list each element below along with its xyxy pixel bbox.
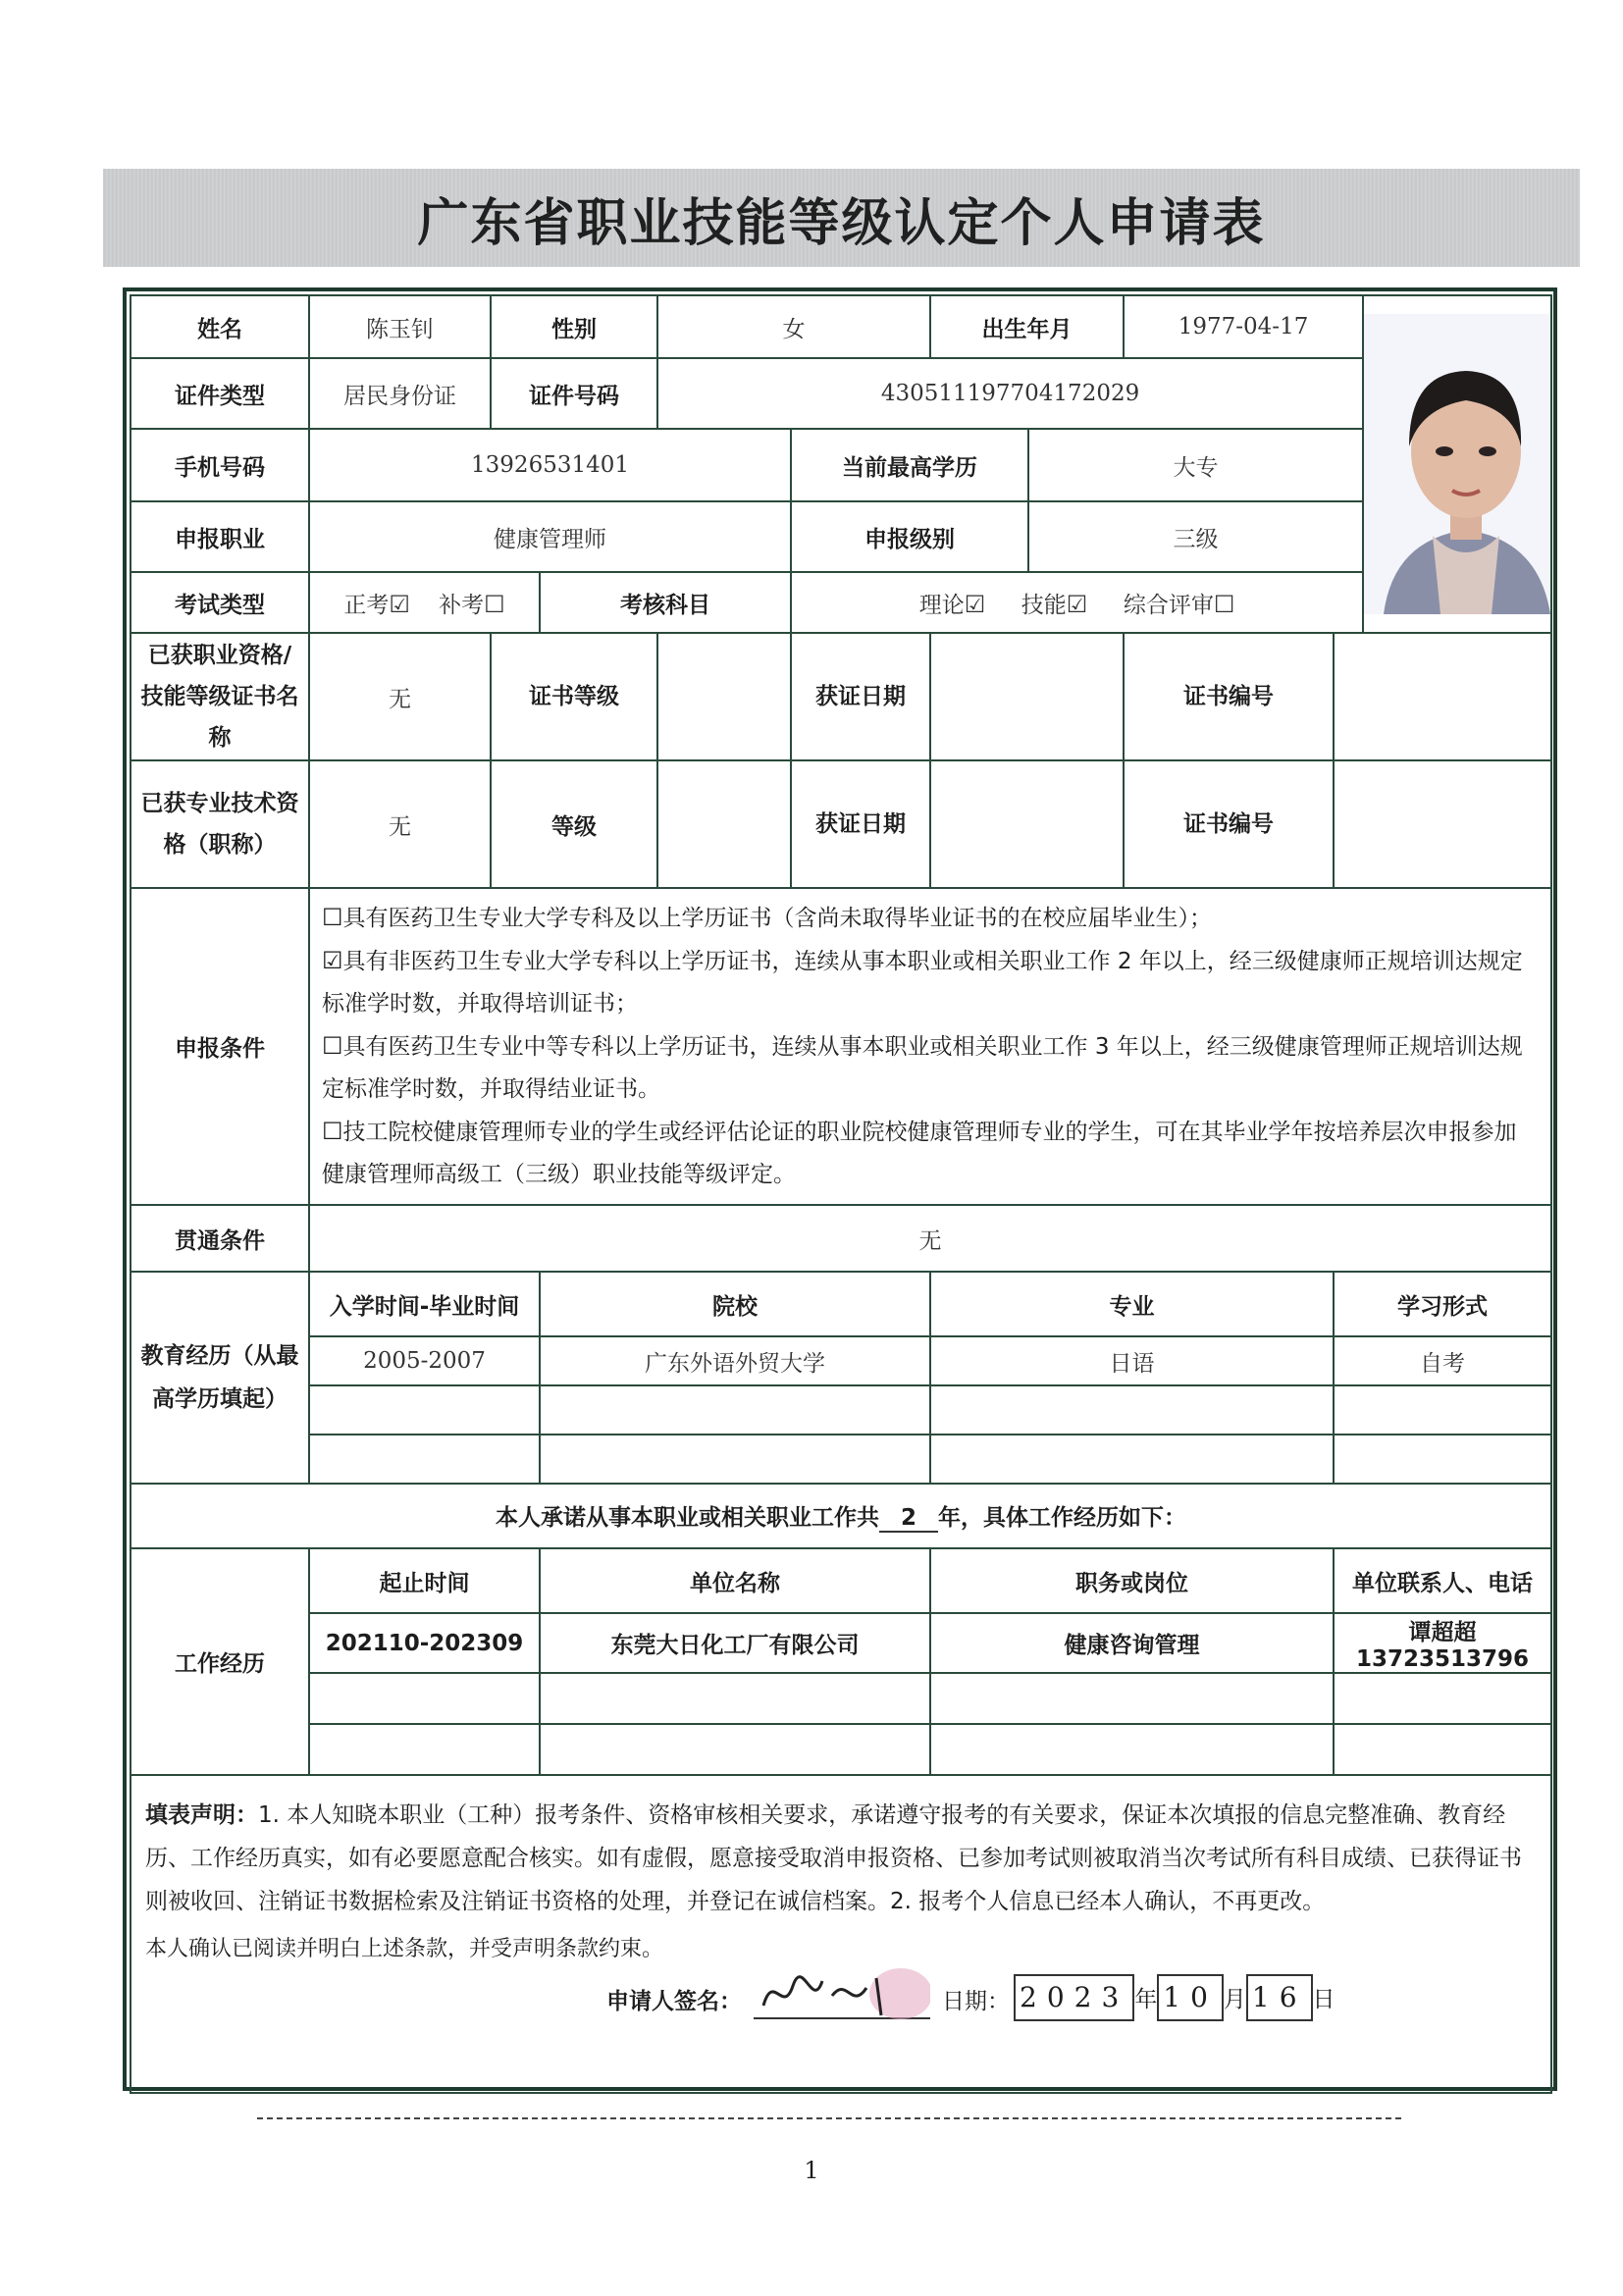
page-divider (257, 2117, 1401, 2119)
work-row-empty (131, 1673, 1551, 1724)
label-occupation: 申报职业 (131, 501, 309, 572)
condition-4-checkbox[interactable]: ☐ (322, 1118, 343, 1145)
condition-3-checkbox[interactable]: ☐ (322, 1032, 343, 1060)
condition-2-checkbox[interactable]: ☑ (322, 947, 343, 974)
declaration-text (145, 1794, 1539, 1923)
label-id-type: 证件类型 (131, 358, 309, 429)
label-gender: 性别 (491, 295, 657, 358)
edu-header-mode: 学习形式 (1334, 1272, 1551, 1336)
work-pledge-prefix: 本人承诺从事本职业或相关职业工作共 (496, 1505, 880, 1531)
applicant-photo (1364, 314, 1551, 614)
work-pledge (131, 1484, 1551, 1548)
declaration-confirm: 本人确认已阅读并明白上述条款，并受声明条款约束。 (145, 1937, 664, 1961)
value-title-issue-date[interactable] (930, 760, 1124, 888)
conditions-list (309, 888, 1551, 1205)
condition-item-3 (322, 1025, 1539, 1111)
condition-item-4 (322, 1111, 1539, 1196)
label-level: 申报级别 (791, 501, 1028, 572)
edu-cell[interactable] (1334, 1385, 1551, 1435)
condition-item-1 (322, 897, 1539, 940)
work-cell[interactable] (930, 1724, 1334, 1775)
subject-skill-checkbox[interactable]: ☑ (1066, 590, 1088, 618)
label-title-name: 已获专业技术资格（职称） (131, 760, 309, 888)
work-position[interactable]: 健康咨询管理 (930, 1613, 1334, 1673)
date-fields[interactable] (1014, 1974, 1335, 2021)
work-company[interactable]: 东莞大日化工厂有限公司 (540, 1613, 930, 1673)
label-name: 姓名 (131, 295, 309, 358)
edu-major[interactable]: 日语 (930, 1336, 1334, 1385)
value-birth[interactable]: 1977-04-17 (1124, 295, 1363, 358)
value-name[interactable]: 陈玉钊 (309, 295, 491, 358)
work-period[interactable]: 202110-202309 (309, 1613, 540, 1673)
page-number: 1 (804, 2157, 819, 2184)
label-cert-name: 已获职业资格/技能等级证书名称 (131, 633, 309, 760)
label-title-issue-date: 获证日期 (791, 760, 930, 888)
label-cert-level: 证书等级 (491, 633, 657, 760)
label-title-cert-no: 证书编号 (1124, 760, 1334, 888)
signature-row (145, 1966, 1539, 2035)
edu-mode[interactable]: 自考 (1334, 1336, 1551, 1385)
label-phone: 手机号码 (131, 429, 309, 501)
date-label: 日期： (942, 1989, 1010, 2014)
label-conditions: 申报条件 (131, 888, 309, 1205)
label-grade: 等级 (491, 760, 657, 888)
signature-mark (754, 1966, 930, 2023)
work-contact[interactable]: 谭超超 13723513796 (1334, 1613, 1551, 1673)
work-header-period: 起止时间 (309, 1548, 540, 1613)
subject-skill-label: 技能 (1021, 592, 1067, 618)
work-cell[interactable] (309, 1673, 540, 1724)
label-birth: 出生年月 (930, 295, 1124, 358)
edu-period[interactable]: 2005-2007 (309, 1336, 540, 1385)
application-form (130, 294, 1552, 2094)
label-work-history: 工作经历 (131, 1548, 309, 1775)
declaration (131, 1775, 1551, 2093)
label-exam-type: 考试类型 (131, 572, 309, 633)
exam-makeup-checkbox[interactable]: ☐ (484, 590, 505, 618)
edu-header-major: 专业 (930, 1272, 1334, 1336)
work-cell[interactable] (540, 1724, 930, 1775)
value-cert-level[interactable] (657, 633, 791, 760)
value-cert-issue-date[interactable] (930, 633, 1124, 760)
value-education[interactable]: 大专 (1028, 429, 1363, 501)
edu-cell[interactable] (309, 1435, 540, 1484)
subject-theory-checkbox[interactable]: ☑ (964, 590, 986, 618)
work-cell[interactable] (309, 1724, 540, 1775)
edu-header-school: 院校 (540, 1272, 930, 1336)
condition-2-text: 具有非医药卫生专业大学专科以上学历证书，连续从事本职业或相关职业工作 2 年以上，经三级健康师正规培训达规定标准学时数，并取得培训证书； (322, 949, 1523, 1017)
label-through: 贯通条件 (131, 1205, 309, 1272)
subject-review-label: 综合评审 (1123, 592, 1214, 618)
work-cell[interactable] (1334, 1673, 1551, 1724)
work-header-position: 职务或岗位 (930, 1548, 1334, 1613)
label-edu-history: 教育经历（从最高学历填起） (131, 1272, 309, 1484)
work-header-contact: 单位联系人、电话 (1334, 1548, 1551, 1613)
signature-field[interactable] (754, 1966, 930, 2019)
value-through[interactable]: 无 (309, 1205, 1551, 1272)
value-phone[interactable]: 13926531401 (309, 429, 791, 501)
condition-4-text: 技工院校健康管理师专业的学生或经评估论证的职业院校健康管理师专业的学生，可在其毕业学年按培养层次申报参加健康管理师高级工（三级）职业技能等级评定。 (322, 1120, 1517, 1187)
date-day[interactable]: 16 (1246, 1974, 1313, 2021)
work-pledge-suffix: 年，具体工作经历如下： (938, 1505, 1187, 1531)
condition-item-2 (322, 940, 1539, 1025)
value-id-type[interactable]: 居民身份证 (309, 358, 491, 429)
exam-regular-checkbox[interactable]: ☑ (389, 590, 410, 618)
subject-theory-label: 理论 (918, 592, 965, 618)
value-id-no[interactable]: 430511197704172029 (657, 358, 1363, 429)
title-band (103, 169, 1580, 267)
label-subjects: 考核科目 (540, 572, 791, 633)
declaration-lead: 填表声明： (145, 1802, 258, 1828)
value-title-name[interactable]: 无 (309, 760, 491, 888)
edu-cell[interactable] (540, 1385, 930, 1435)
label-id-no: 证件号码 (491, 358, 657, 429)
value-occupation[interactable]: 健康管理师 (309, 501, 791, 572)
work-cell[interactable] (540, 1673, 930, 1724)
sign-label: 申请人签名： (606, 1989, 742, 2014)
condition-3-text: 具有医药卫生专业中等专科以上学历证书，连续从事本职业或相关职业工作 3 年以上，经三级健康管理师正规培训达规定标准学时数，并取得结业证书。 (322, 1034, 1523, 1102)
form-title: 广东省职业技能等级认定个人申请表 (417, 193, 1266, 253)
work-row (131, 1613, 1551, 1673)
date-day-unit: 日 (1312, 1987, 1335, 2012)
declaration-body: 1. 本人知晓本职业（工种）报考条件、资格审核相关要求，承诺遵守报考的有关要求，保证本次填报的信息完整准确、教育经历、工作经历真实，如有必要愿意配合核实。如有虚假，愿意接受取消申报资格、已参加考试则被取消当次考试所有科目成绩、已获得证书则被收回、注销证书数据检索及注销证书资格的处理，并登记在诚信档案。2. 报考个人信息已经本人确认，不再更改。 (145, 1802, 1522, 1914)
edu-cell[interactable] (1334, 1435, 1551, 1484)
work-cell[interactable] (930, 1673, 1334, 1724)
photo-cell (1363, 295, 1551, 633)
date-month[interactable]: 10 (1157, 1974, 1224, 2021)
edu-row-empty (131, 1435, 1551, 1484)
value-level[interactable]: 三级 (1028, 501, 1363, 572)
edu-cell[interactable] (309, 1385, 540, 1435)
label-cert-no: 证书编号 (1124, 633, 1334, 760)
edu-cell[interactable] (540, 1435, 930, 1484)
date-month-unit: 月 (1223, 1987, 1246, 2012)
edu-header-period: 入学时间-毕业时间 (309, 1272, 540, 1336)
date-year[interactable]: 2023 (1014, 1974, 1134, 2021)
date-year-unit: 年 (1134, 1987, 1158, 2012)
work-pledge-years[interactable]: 2 (879, 1505, 938, 1533)
value-gender[interactable]: 女 (657, 295, 930, 358)
value-grade[interactable] (657, 760, 791, 888)
value-title-cert-no[interactable] (1334, 760, 1551, 888)
edu-row (131, 1336, 1551, 1385)
value-cert-no[interactable] (1334, 633, 1551, 760)
label-education: 当前最高学历 (791, 429, 1028, 501)
condition-1-text: 具有医药卫生专业大学专科及以上学历证书（含尚未取得毕业证书的在校应届毕业生）； (342, 906, 1213, 931)
edu-row-empty (131, 1385, 1551, 1435)
label-cert-issue-date: 获证日期 (791, 633, 930, 760)
exam-makeup-label: 补考 (439, 592, 485, 618)
value-cert-name[interactable]: 无 (309, 633, 491, 760)
subject-review-checkbox[interactable]: ☐ (1213, 590, 1235, 618)
edu-school[interactable]: 广东外语外贸大学 (540, 1336, 930, 1385)
edu-cell[interactable] (930, 1385, 1334, 1435)
condition-1-checkbox[interactable]: ☐ (322, 904, 343, 931)
edu-cell[interactable] (930, 1435, 1334, 1484)
work-cell[interactable] (1334, 1724, 1551, 1775)
exam-type-options (309, 572, 540, 633)
work-row-empty (131, 1724, 1551, 1775)
subject-options (791, 572, 1363, 633)
exam-regular-label: 正考 (343, 592, 390, 618)
work-header-company: 单位名称 (540, 1548, 930, 1613)
